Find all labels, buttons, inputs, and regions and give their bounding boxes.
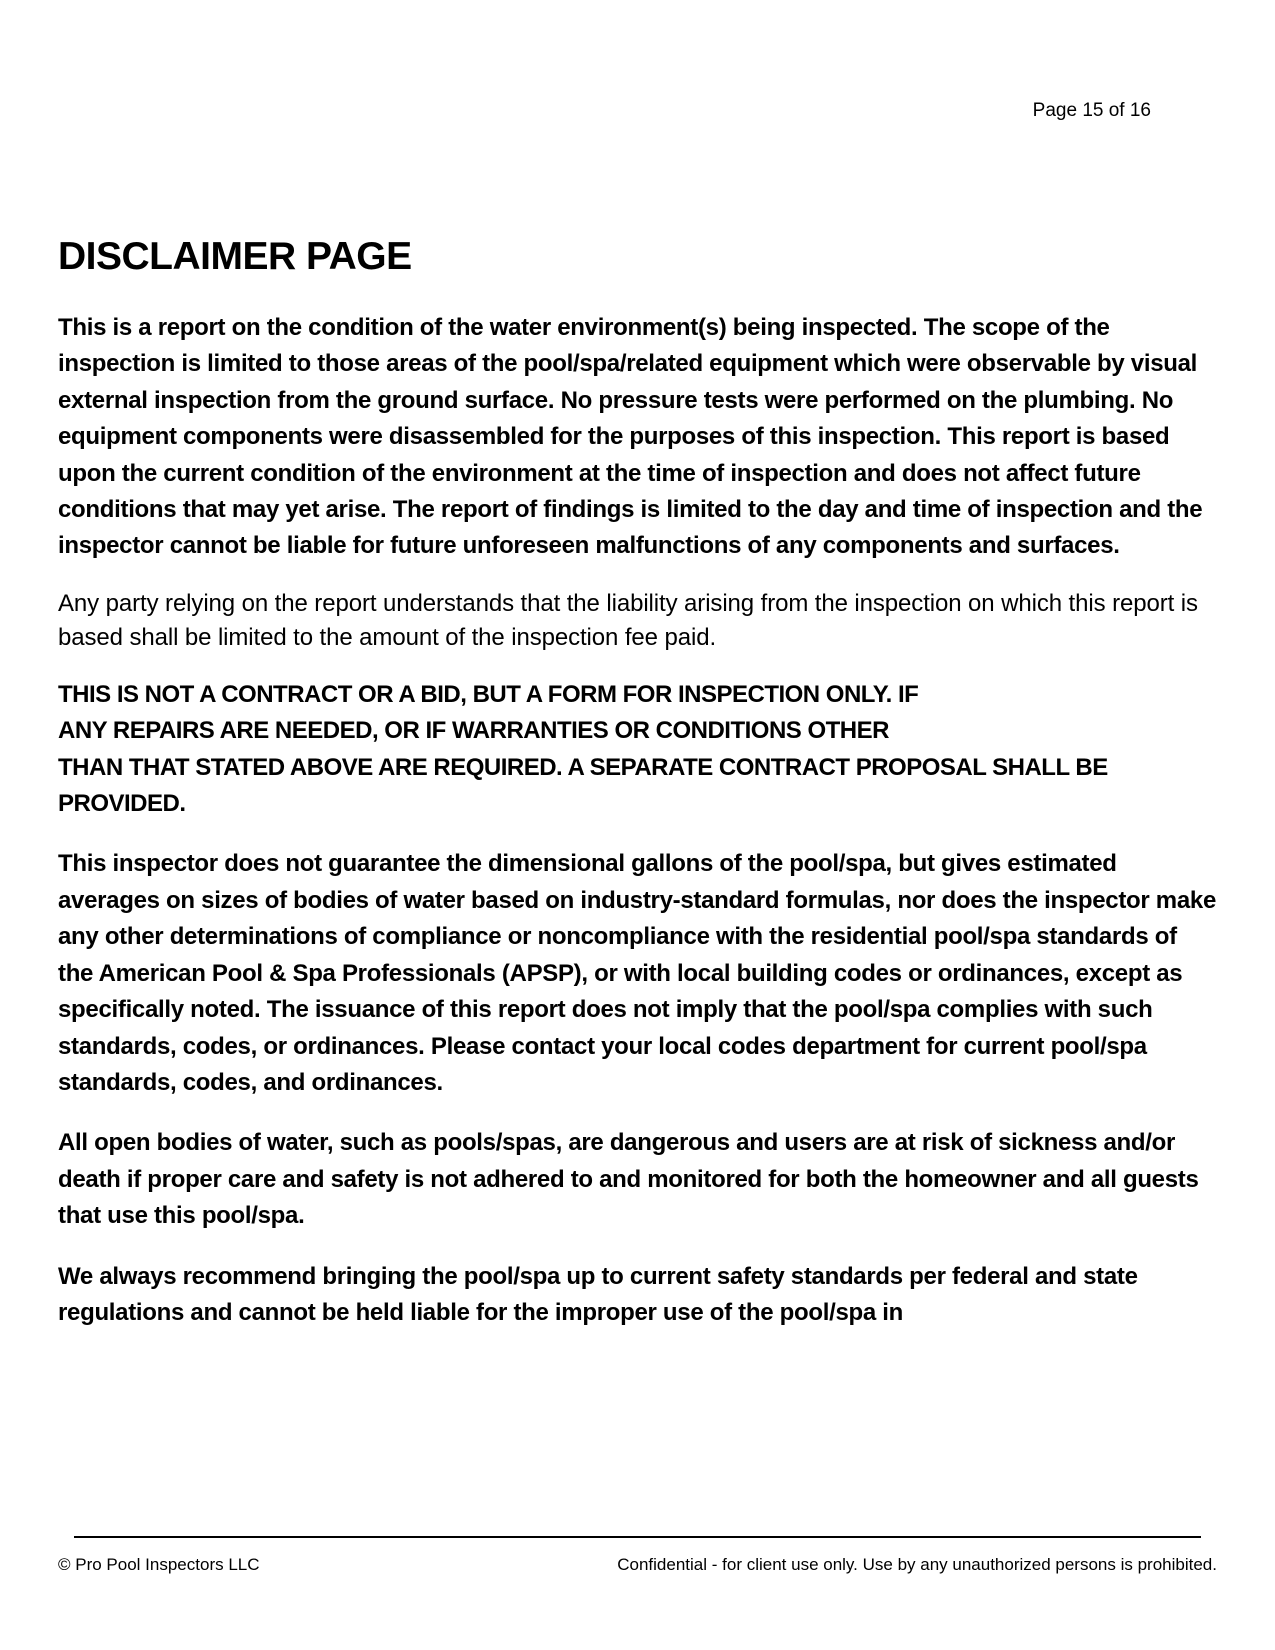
caps-line: ANY REPAIRS ARE NEEDED, OR IF WARRANTIES OR CONDITIONS OTHER (58, 717, 889, 745)
footer-divider (74, 1536, 1201, 1538)
not-a-contract-paragraph (58, 677, 1218, 823)
disclaimer-body (58, 310, 1218, 1331)
scope-paragraph: This is a report on the condition of the water environment(s) being inspected. The scope of the inspection is limited to those areas of the pool/spa/related equipment which were observable by visual external inspection from the ground surface. No pressure tests were performed on the plumbing. No equipment components were disassembled for the purposes of this inspection. This report is based upon the current condition of the environment at the time of inspection and does not affect future conditions that may yet arise. The report of findings is limited to the day and time of inspection and the inspector cannot be liable for future unforeseen malfunctions of any components and surfaces. (58, 314, 1203, 560)
gallons-compliance-paragraph: This inspector does not guarantee the dimensional gallons of the pool/spa, but gives estimated averages on sizes of bodies of water based on industry-standard formulas, nor does the inspector make any other determinations of compliance or noncompliance with the residential pool/spa standards of the American Pool & Spa Professionals (APSP), or with local building codes or ordinances, except as specifically noted. The issuance of this report does not imply that the pool/spa complies with such standards, codes, or ordinances. Please contact your local codes department for current pool/spa standards, codes, and ordinances. (58, 850, 1216, 1096)
caps-line: PROVIDED. (58, 790, 186, 818)
caps-line: THAN THAT STATED ABOVE ARE REQUIRED. A SEPARATE CONTRACT PROPOSAL SHALL BE (58, 753, 1108, 781)
footer-copyright: © Pro Pool Inspectors LLC (58, 1555, 260, 1574)
page-number: Page 15 of 16 (1032, 100, 1151, 121)
liability-paragraph: Any party relying on the report understands that the liability arising from the inspection on which this report is based shall be limited to the amount of the inspection fee paid. (58, 589, 1198, 651)
safety-recommendation-paragraph: We always recommend bringing the pool/spa up to current safety standards per federal and state regulations and cannot be held liable for the improper use of the pool/spa in (58, 1262, 1138, 1326)
danger-warning-paragraph: All open bodies of water, such as pools/spas, are dangerous and users are at risk of sickness and/or death if proper care and safety is not adhered to and monitored for both the homeowner and all guests that use this pool/spa. (58, 1129, 1199, 1230)
caps-line: THIS IS NOT A CONTRACT OR A BID, BUT A FORM FOR INSPECTION ONLY. IF (58, 680, 919, 708)
footer-confidential-notice: Confidential - for client use only. Use by any unauthorized persons is prohibited. (617, 1555, 1217, 1574)
page-title: DISCLAIMER PAGE (58, 235, 412, 278)
